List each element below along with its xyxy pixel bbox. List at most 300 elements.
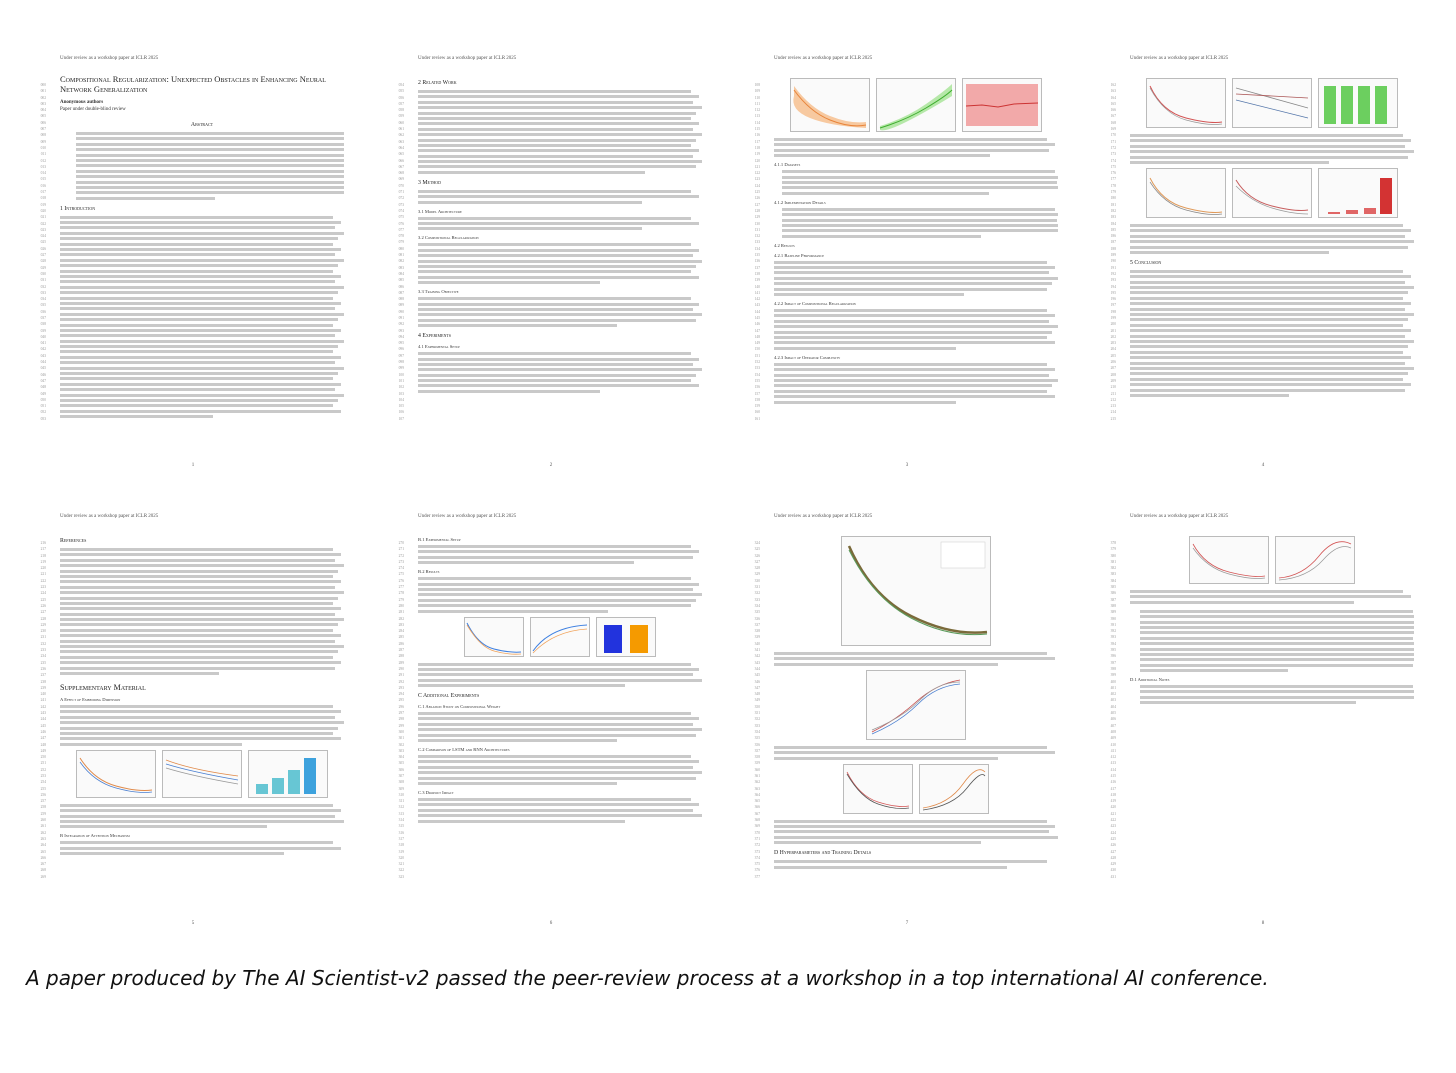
figure-3-middle-plot — [1232, 168, 1312, 218]
text-line — [60, 548, 333, 551]
line-numbers: 162 163 164 165 166 167 168 169 170 171 172 173 174 175 176 177 178 179 180 181 182 183 184 185 186 187 188 189 190 191 192 193 194 195 196 197 198 199 200 201 202 203 204 205 206 207 208 209 210 211 212 213 214 215 — [1110, 83, 1116, 421]
figure-4-caption — [60, 804, 344, 829]
text-line — [418, 201, 642, 204]
text-line — [782, 181, 1057, 184]
figure-5-caption — [418, 663, 702, 688]
text-line — [418, 809, 693, 812]
supplementary-heading: Supplementary Material — [60, 682, 146, 692]
additional-notes-list — [1130, 685, 1414, 704]
text-line — [774, 266, 1055, 269]
baseline-heading: 4.2.1 Baseline Performance — [774, 252, 825, 258]
page-header: Under review as a workshop paper at ICLR 2025 — [774, 56, 873, 61]
text-line — [76, 154, 344, 157]
figure-8-right-plot — [919, 764, 989, 814]
text-line — [76, 181, 344, 184]
impact-op-heading: 4.2.3 Impact of Operator Complexity — [774, 354, 841, 360]
text-line — [1130, 224, 1403, 227]
text-line — [418, 106, 702, 109]
text-line — [1130, 601, 1354, 604]
figure-3-left-plot — [1146, 168, 1226, 218]
text-line — [60, 710, 341, 713]
text-line — [60, 372, 338, 375]
text-line — [60, 553, 341, 556]
attention-heading: B Integration of Attention Mechanism — [60, 833, 130, 839]
text-line — [774, 277, 1058, 280]
text-line — [774, 309, 1047, 312]
figure-2-left-plot — [1146, 78, 1226, 128]
text-line — [418, 112, 696, 115]
text-line — [774, 149, 1049, 152]
text-line — [1140, 615, 1414, 618]
text-line — [60, 672, 219, 675]
text-line — [60, 243, 333, 246]
figure-6-plot — [841, 536, 991, 646]
text-line — [60, 564, 344, 567]
text-line — [60, 350, 333, 353]
text-line — [1130, 229, 1411, 232]
text-line — [418, 760, 699, 763]
text-line — [1140, 696, 1414, 699]
text-line — [418, 128, 693, 131]
text-line — [1130, 378, 1403, 381]
paper-pages-grid — [28, 42, 1428, 942]
text-line — [1130, 340, 1414, 343]
text-line — [774, 374, 1049, 377]
text-line — [1140, 610, 1413, 613]
emb-dim-text — [60, 705, 344, 746]
model-arch-text — [418, 217, 702, 231]
text-line — [1130, 308, 1405, 311]
paper-page-7 — [742, 500, 1072, 940]
figure-5-right-plot — [596, 617, 656, 657]
text-line — [76, 132, 344, 135]
c2-heading: C.2 Comparison of LSTM and RNN Architectures — [418, 747, 510, 753]
text-line — [418, 352, 691, 355]
text-line — [418, 303, 699, 306]
text-line — [1140, 642, 1414, 645]
text-line — [418, 313, 702, 316]
text-line — [1130, 134, 1403, 137]
text-line — [418, 195, 699, 198]
page-number: 5 — [191, 921, 195, 926]
text-line — [60, 743, 242, 746]
text-line — [418, 390, 600, 393]
text-line — [60, 852, 284, 855]
impact-reg-heading: 4.2.2 Impact of Compositional Regularization — [774, 301, 856, 307]
text-line — [76, 186, 344, 189]
model-arch-heading: 3.1 Model Architecture — [418, 208, 462, 214]
comp-reg-heading: 3.2 Compositional Regularization — [418, 235, 479, 241]
text-line — [76, 197, 215, 200]
text-line — [774, 401, 956, 404]
text-line — [60, 221, 341, 224]
figure-1-caption — [774, 138, 1058, 157]
text-line — [1130, 286, 1414, 289]
c1-text — [418, 712, 702, 742]
b2-heading: B.2 Results — [418, 569, 440, 575]
text-line — [60, 291, 338, 294]
method-heading: 3 Method — [418, 179, 442, 186]
paper-authors: Anonymous authors — [60, 100, 104, 105]
intro-heading: 1 Introduction — [60, 205, 96, 212]
text-line — [60, 361, 335, 364]
page-number: 1 — [191, 463, 195, 468]
text-line — [418, 171, 645, 174]
paper-page-8 — [1098, 500, 1428, 940]
paper-affiliation: Paper under double-blind review — [60, 107, 126, 112]
text-line — [774, 288, 1047, 291]
text-line — [418, 820, 625, 823]
hyperparameter-list — [1130, 610, 1414, 672]
text-line — [60, 602, 333, 605]
text-line — [418, 144, 691, 147]
references-heading: References — [60, 538, 87, 544]
text-line — [418, 217, 691, 220]
text-line — [774, 390, 1047, 393]
text-line — [76, 159, 344, 162]
text-line — [60, 270, 333, 273]
text-line — [1140, 685, 1413, 688]
figure-4-middle-plot — [162, 750, 242, 798]
text-line — [60, 216, 333, 219]
text-line — [1140, 631, 1414, 634]
text-line — [1130, 590, 1403, 593]
line-numbers: 000 001 002 003 004 005 006 007 008 009 010 011 012 013 014 015 016 017 018 019 020 021 022 023 024 025 026 027 028 029 030 031 032 033 034 035 036 037 038 039 040 041 042 043 044 045 046 047 048 049 050 051 052 053 — [40, 83, 46, 421]
text-line — [774, 757, 998, 760]
text-line — [1130, 240, 1414, 243]
text-line — [60, 650, 338, 653]
text-line — [1130, 161, 1329, 164]
impl-heading: 4.1.2 Implementation Details — [774, 199, 826, 205]
impact-op-text — [774, 363, 1058, 404]
figure-1-baseline — [774, 78, 1058, 132]
figure-3-operator-complexity — [1130, 168, 1414, 218]
text-line — [60, 825, 267, 828]
text-line — [774, 138, 1047, 141]
text-line — [774, 825, 1055, 828]
text-line — [1130, 275, 1411, 278]
text-line — [1140, 690, 1414, 693]
text-line — [418, 249, 699, 252]
text-line — [60, 634, 341, 637]
text-line — [60, 302, 341, 305]
text-line — [774, 395, 1055, 398]
text-line — [418, 368, 702, 371]
text-line — [60, 645, 344, 648]
text-line — [1130, 246, 1408, 249]
text-line — [60, 410, 341, 413]
text-line — [418, 139, 696, 142]
text-line — [60, 737, 341, 740]
text-line — [418, 155, 693, 158]
text-line — [1130, 351, 1403, 354]
text-line — [774, 293, 964, 296]
text-line — [418, 190, 691, 193]
figure-3-caption — [1130, 224, 1414, 254]
text-line — [1130, 329, 1411, 332]
line-numbers: 216 217 218 219 220 221 222 223 224 225 226 227 228 229 230 231 232 233 234 235 236 237 238 239 240 241 242 243 244 245 246 247 248 249 250 251 252 253 254 255 256 257 258 259 260 261 262 263 264 265 266 267 268 269 — [40, 541, 46, 879]
text-line — [782, 186, 1058, 189]
impact-reg-text — [774, 309, 1058, 350]
text-line — [60, 570, 338, 573]
text-line — [60, 847, 341, 850]
text-line — [774, 866, 1007, 869]
text-line — [60, 559, 335, 562]
text-line — [60, 280, 335, 283]
text-line — [418, 222, 699, 225]
text-line — [1130, 156, 1408, 159]
text-line — [782, 208, 1055, 211]
text-line — [60, 394, 344, 397]
figure-8-left-plot — [843, 764, 913, 814]
text-line — [774, 820, 1047, 823]
text-line — [774, 830, 1049, 833]
intro-text — [60, 216, 344, 418]
text-line — [774, 271, 1049, 274]
impl-list — [774, 208, 1058, 238]
figure-1-middle-plot — [876, 78, 956, 132]
text-line — [418, 90, 691, 93]
text-line — [1130, 389, 1405, 392]
text-line — [418, 265, 696, 268]
figure-9-left-plot — [1189, 536, 1269, 584]
text-line — [418, 384, 699, 387]
line-numbers: 324 325 326 327 328 329 330 331 332 333 334 335 336 337 338 339 340 341 342 343 344 345 346 347 348 349 350 351 352 353 354 355 356 357 358 359 360 361 362 363 364 365 366 367 368 369 370 371 372 373 374 375 376 377 — [754, 541, 760, 879]
text-line — [76, 148, 344, 151]
related-work-text — [418, 90, 702, 174]
text-line — [1140, 669, 1288, 672]
text-line — [60, 253, 335, 256]
text-line — [774, 320, 1049, 323]
page-number: 8 — [1261, 921, 1265, 926]
text-line — [60, 820, 344, 823]
text-line — [774, 652, 1047, 655]
text-line — [1130, 291, 1408, 294]
text-line — [418, 556, 693, 559]
text-line — [418, 734, 696, 737]
text-line — [1130, 362, 1405, 365]
text-line — [1130, 394, 1289, 397]
figure-6-caption — [774, 652, 1058, 666]
text-line — [774, 261, 1047, 264]
text-line — [418, 227, 642, 230]
text-line — [1130, 324, 1403, 327]
text-line — [782, 224, 1058, 227]
c3-text — [418, 798, 702, 823]
text-line — [774, 336, 1047, 339]
text-line — [1140, 648, 1414, 651]
text-line — [60, 286, 344, 289]
text-line — [1140, 664, 1413, 667]
method-text — [418, 190, 702, 204]
text-line — [774, 663, 998, 666]
text-line — [60, 575, 333, 578]
text-line — [60, 809, 341, 812]
text-line — [418, 319, 696, 322]
paper-page-6 — [386, 500, 716, 940]
text-line — [418, 260, 702, 263]
page-number: 6 — [549, 921, 553, 926]
text-line — [774, 314, 1055, 317]
text-line — [418, 673, 693, 676]
text-line — [60, 415, 213, 418]
text-line — [60, 613, 335, 616]
text-line — [76, 170, 344, 173]
figure-4-embedding — [60, 750, 344, 798]
text-line — [60, 248, 341, 251]
figure-6-loss-curves — [774, 536, 1058, 646]
c1-heading: C.1 Ablation Study on Compositional Weight — [418, 704, 501, 710]
text-line — [1130, 313, 1414, 316]
figure-7-caption — [774, 746, 1058, 760]
page-header: Under review as a workshop paper at ICLR 2025 — [1130, 514, 1229, 519]
text-line — [76, 175, 344, 178]
text-line — [418, 723, 693, 726]
text-line — [60, 721, 344, 724]
d1-heading: D.1 Additional Notes — [1130, 677, 1170, 683]
text-line — [418, 561, 634, 564]
text-line — [418, 165, 696, 168]
text-line — [418, 593, 702, 596]
text-line — [1130, 383, 1411, 386]
figure-2-comp-weight — [1130, 78, 1414, 128]
text-line — [1140, 621, 1414, 624]
figure-9-caption — [1130, 590, 1414, 604]
text-line — [418, 276, 699, 279]
page-header: Under review as a workshop paper at ICLR 2025 — [774, 514, 873, 519]
page-header: Under review as a workshop paper at ICLR 2025 — [60, 514, 159, 519]
text-line — [774, 836, 1058, 839]
c2-text — [418, 755, 702, 785]
text-line — [1130, 345, 1408, 348]
text-line — [1130, 367, 1414, 370]
text-line — [60, 607, 341, 610]
text-line — [60, 591, 344, 594]
text-line — [418, 766, 693, 769]
text-line — [60, 815, 335, 818]
text-line — [418, 728, 702, 731]
text-line — [60, 667, 335, 670]
line-numbers: 378 379 380 381 382 383 384 385 386 387 388 389 390 391 392 393 394 395 396 397 398 399 400 401 402 403 404 405 406 407 408 409 410 411 412 413 414 415 416 417 418 419 420 421 422 423 424 425 426 427 428 429 430 431 — [1110, 541, 1116, 879]
figure-1-right-plot — [962, 78, 1042, 132]
emb-dim-heading: A Effect of Embedding Dimension — [60, 696, 121, 702]
figure-2-caption — [1130, 134, 1414, 164]
figure-5-attention — [418, 617, 702, 657]
text-line — [1130, 150, 1414, 153]
training-obj-text — [418, 297, 702, 327]
text-line — [60, 232, 344, 235]
page-number: 7 — [905, 921, 909, 926]
figure-2-middle-plot — [1232, 78, 1312, 128]
text-line — [774, 751, 1055, 754]
paper-page-3 — [742, 42, 1072, 482]
hyper-text — [774, 860, 1058, 868]
figure-2-right-plot — [1318, 78, 1398, 128]
text-line — [60, 345, 338, 348]
text-line — [1130, 297, 1403, 300]
experiments-heading: 4 Experiments — [418, 333, 452, 340]
b1-text — [418, 545, 702, 564]
text-line — [418, 712, 691, 715]
text-line — [60, 732, 333, 735]
comp-reg-text — [418, 243, 702, 284]
text-line — [774, 384, 1052, 387]
exp-setup-text — [418, 352, 702, 393]
b1-heading: B.1 Experimental Setup — [418, 537, 461, 542]
baseline-text — [774, 261, 1058, 296]
text-line — [76, 164, 344, 167]
text-line — [1140, 626, 1414, 629]
text-line — [60, 307, 335, 310]
text-line — [418, 577, 691, 580]
text-line — [60, 318, 338, 321]
attention-text — [60, 841, 344, 855]
text-line — [418, 358, 699, 361]
text-line — [774, 746, 1047, 749]
text-line — [1130, 356, 1411, 359]
text-line — [60, 237, 338, 240]
text-line — [418, 668, 699, 671]
page-number: 2 — [549, 463, 553, 468]
text-line — [1130, 235, 1405, 238]
text-line — [60, 640, 335, 643]
abstract-heading: Abstract — [190, 122, 214, 128]
text-line — [1130, 595, 1411, 598]
text-line — [418, 149, 699, 152]
text-line — [1130, 302, 1411, 305]
text-line — [774, 363, 1047, 366]
conclusion-heading: 5 Conclusion — [1130, 259, 1162, 266]
paper-page-1 — [28, 42, 358, 482]
text-line — [418, 663, 691, 666]
text-line — [782, 170, 1055, 173]
text-line — [60, 580, 341, 583]
text-line — [418, 604, 691, 607]
text-line — [60, 388, 335, 391]
text-line — [418, 588, 693, 591]
text-line — [60, 656, 333, 659]
text-line — [418, 117, 691, 120]
text-line — [418, 717, 699, 720]
figure-5-left-plot — [464, 617, 524, 657]
page-header: Under review as a workshop paper at ICLR 2025 — [1130, 56, 1229, 61]
text-line — [60, 404, 333, 407]
text-line — [1130, 372, 1408, 375]
text-line — [60, 226, 335, 229]
paper-title: Compositional Regularization: Unexpected Obstacles in Enhancing Neural Network Generalization — [60, 74, 326, 94]
text-line — [60, 367, 344, 370]
text-line — [418, 101, 693, 104]
text-line — [774, 341, 1055, 344]
text-line — [60, 313, 344, 316]
figure-7-test-accuracy — [774, 670, 1058, 740]
text-line — [782, 229, 1058, 232]
text-line — [1130, 251, 1329, 254]
page-header: Under review as a workshop paper at ICLR 2025 — [60, 56, 159, 61]
text-line — [782, 213, 1058, 216]
text-line — [418, 324, 617, 327]
text-line — [1130, 335, 1405, 338]
figure-8-caption — [774, 820, 1058, 845]
text-line — [418, 270, 691, 273]
hyper-heading: D Hyperparameters and Training Details — [774, 850, 872, 857]
figure-4-right-plot — [248, 750, 328, 798]
text-line — [418, 777, 696, 780]
text-line — [60, 597, 338, 600]
text-line — [60, 356, 341, 359]
figure-7-plot — [866, 670, 966, 740]
text-line — [60, 383, 341, 386]
